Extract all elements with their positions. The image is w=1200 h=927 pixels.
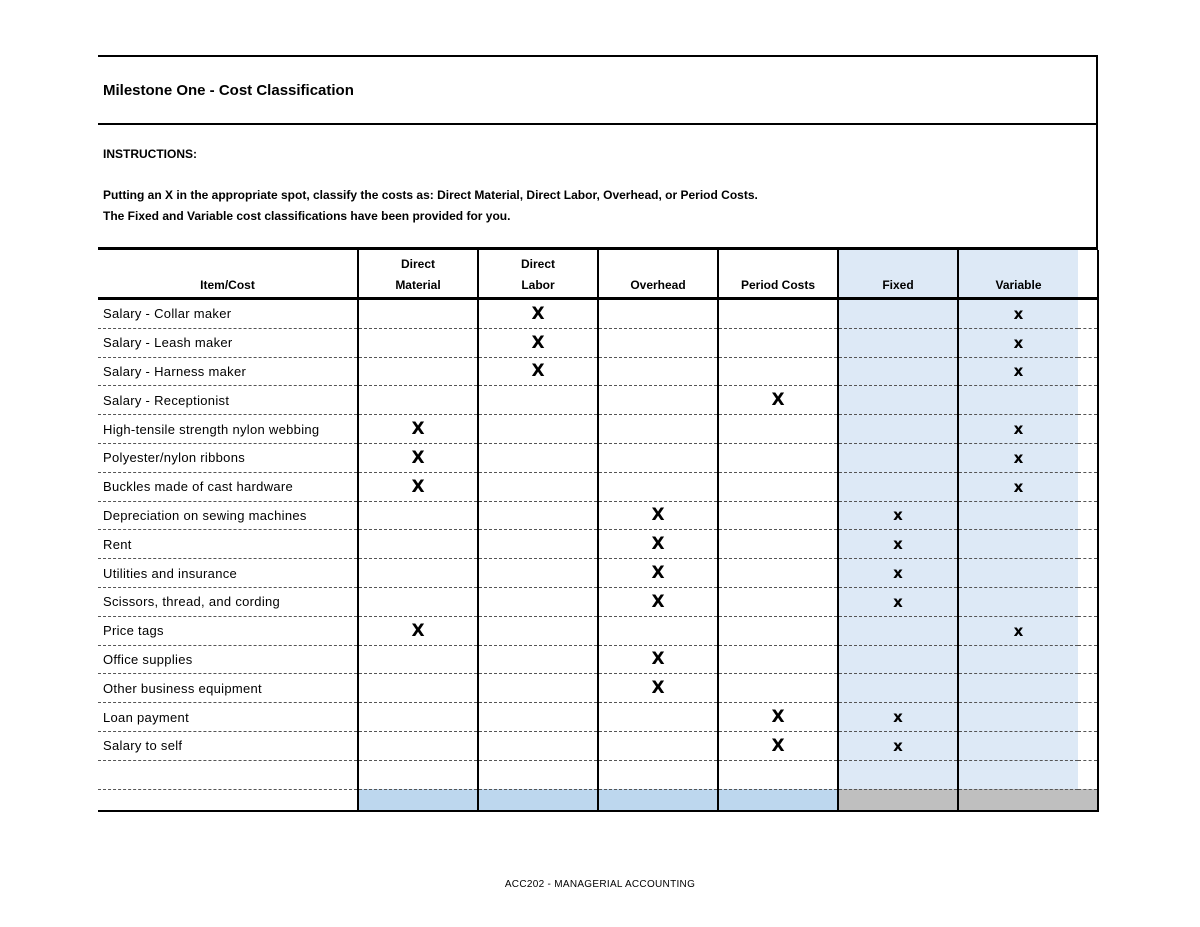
table-row bbox=[98, 328, 1098, 357]
classification-mark: x bbox=[1013, 304, 1024, 323]
cell-period-costs bbox=[718, 559, 838, 588]
header-variable: Variable bbox=[958, 250, 1078, 299]
header-overhead: Overhead bbox=[598, 250, 718, 299]
table-row bbox=[98, 299, 1098, 329]
cell-period-costs bbox=[718, 731, 838, 760]
cell-direct-material bbox=[358, 328, 478, 357]
cell-period-costs bbox=[718, 357, 838, 386]
cell-overhead bbox=[598, 559, 718, 588]
classification-mark: X bbox=[651, 534, 665, 555]
cell-fixed bbox=[838, 587, 958, 616]
row-edge bbox=[1078, 357, 1098, 386]
classification-mark: x bbox=[893, 506, 903, 525]
cell-overhead bbox=[598, 501, 718, 530]
table-row bbox=[98, 530, 1098, 559]
cell-overhead bbox=[598, 386, 718, 415]
row-edge bbox=[1078, 328, 1098, 357]
page-footer: ACC202 - MANAGERIAL ACCOUNTING bbox=[504, 879, 696, 890]
cell-fixed bbox=[838, 386, 958, 415]
cell-period-costs bbox=[718, 616, 838, 645]
cell-direct-material bbox=[358, 645, 478, 674]
cell-direct-labor bbox=[478, 703, 598, 732]
instructions-line-1: Putting an X in the appropriate spot, classify the costs as: Direct Material, Direct Labor, Overhead, or Period Costs. bbox=[103, 188, 758, 202]
table-row bbox=[98, 472, 1098, 501]
cell-period-costs bbox=[718, 472, 838, 501]
classification-mark: x bbox=[1013, 333, 1024, 352]
cell-overhead bbox=[598, 443, 718, 472]
classification-mark: x bbox=[893, 564, 903, 583]
cell-direct-labor bbox=[478, 328, 598, 357]
classification-mark: X bbox=[411, 476, 425, 497]
row-edge bbox=[1078, 415, 1098, 444]
cell-overhead bbox=[598, 731, 718, 760]
cell-direct-material bbox=[358, 616, 478, 645]
cell-direct-material bbox=[358, 559, 478, 588]
header-fixed: Fixed bbox=[838, 250, 958, 299]
item-cost-label: Depreciation on sewing machines bbox=[98, 501, 358, 530]
item-cost-label: Scissors, thread, and cording bbox=[98, 587, 358, 616]
cell-direct-material bbox=[358, 731, 478, 760]
cell-overhead bbox=[598, 587, 718, 616]
cost-classification-table bbox=[98, 250, 1099, 812]
header-edge bbox=[1078, 250, 1098, 299]
totals-cell bbox=[718, 789, 838, 811]
cell-overhead bbox=[598, 299, 718, 329]
row-edge bbox=[1078, 530, 1098, 559]
row-edge bbox=[1078, 559, 1098, 588]
cell-fixed bbox=[838, 616, 958, 645]
cell-direct-material bbox=[358, 386, 478, 415]
item-cost-label: Office supplies bbox=[98, 645, 358, 674]
blank-cell bbox=[958, 760, 1078, 789]
cell-period-costs bbox=[718, 415, 838, 444]
cell-fixed bbox=[838, 443, 958, 472]
table-row bbox=[98, 501, 1098, 530]
totals-cell bbox=[358, 789, 478, 811]
cell-variable bbox=[958, 386, 1078, 415]
row-edge bbox=[1078, 645, 1098, 674]
cell-direct-material bbox=[358, 357, 478, 386]
item-cost-label: Utilities and insurance bbox=[98, 559, 358, 588]
cell-variable bbox=[958, 559, 1078, 588]
totals-cell bbox=[958, 789, 1078, 811]
blank-cell bbox=[598, 760, 718, 789]
cell-variable bbox=[958, 645, 1078, 674]
row-edge bbox=[1078, 703, 1098, 732]
classification-mark: X bbox=[651, 678, 665, 699]
item-cost-label: Price tags bbox=[98, 616, 358, 645]
blank-row bbox=[98, 760, 1098, 789]
classification-mark: X bbox=[411, 620, 425, 641]
row-edge bbox=[1078, 386, 1098, 415]
cell-variable bbox=[958, 674, 1078, 703]
classification-mark: X bbox=[531, 361, 545, 382]
cell-direct-labor bbox=[478, 731, 598, 760]
cell-overhead bbox=[598, 674, 718, 703]
classification-mark: x bbox=[893, 592, 903, 611]
item-cost-label: Polyester/nylon ribbons bbox=[98, 443, 358, 472]
row-edge bbox=[1078, 674, 1098, 703]
cell-direct-material bbox=[358, 530, 478, 559]
row-edge bbox=[1078, 443, 1098, 472]
instructions-line-2: The Fixed and Variable cost classifications have been provided for you. bbox=[103, 209, 511, 223]
cell-direct-labor bbox=[478, 530, 598, 559]
cell-direct-labor bbox=[478, 559, 598, 588]
cell-direct-labor bbox=[478, 616, 598, 645]
cell-direct-labor bbox=[478, 587, 598, 616]
cell-overhead bbox=[598, 357, 718, 386]
classification-mark: X bbox=[411, 419, 425, 440]
instructions-heading: INSTRUCTIONS: bbox=[103, 147, 197, 161]
cell-variable bbox=[958, 415, 1078, 444]
row-edge bbox=[1078, 299, 1098, 329]
cell-period-costs bbox=[718, 443, 838, 472]
classification-mark: x bbox=[893, 708, 903, 727]
cell-overhead bbox=[598, 472, 718, 501]
cell-variable bbox=[958, 472, 1078, 501]
table-row bbox=[98, 731, 1098, 760]
table-row bbox=[98, 559, 1098, 588]
cell-direct-material bbox=[358, 674, 478, 703]
cell-direct-labor bbox=[478, 357, 598, 386]
cell-direct-material bbox=[358, 472, 478, 501]
cell-fixed bbox=[838, 299, 958, 329]
item-cost-label: Rent bbox=[98, 530, 358, 559]
blank-cell bbox=[478, 760, 598, 789]
classification-mark: x bbox=[1013, 477, 1024, 496]
totals-cell bbox=[838, 789, 958, 811]
item-cost-label: Salary - Collar maker bbox=[98, 299, 358, 329]
blank-cell bbox=[838, 760, 958, 789]
cell-period-costs bbox=[718, 674, 838, 703]
cell-fixed bbox=[838, 415, 958, 444]
table-row bbox=[98, 645, 1098, 674]
cell-variable bbox=[958, 299, 1078, 329]
classification-mark: X bbox=[771, 390, 785, 411]
classification-mark: X bbox=[651, 591, 665, 612]
header-period-costs: Period Costs bbox=[718, 250, 838, 299]
cell-direct-labor bbox=[478, 299, 598, 329]
table-row bbox=[98, 587, 1098, 616]
header-direct-labor: Direct Labor bbox=[478, 250, 598, 299]
cell-variable bbox=[958, 703, 1078, 732]
instructions-box bbox=[98, 123, 1098, 250]
item-cost-label: High-tensile strength nylon webbing bbox=[98, 415, 358, 444]
blank-cell bbox=[98, 760, 358, 789]
cell-period-costs bbox=[718, 587, 838, 616]
cell-direct-material bbox=[358, 703, 478, 732]
cell-period-costs bbox=[718, 501, 838, 530]
classification-mark: X bbox=[531, 303, 545, 324]
cell-fixed bbox=[838, 645, 958, 674]
header-direct-material: Direct Material bbox=[358, 250, 478, 299]
cell-direct-material bbox=[358, 415, 478, 444]
item-cost-label: Other business equipment bbox=[98, 674, 358, 703]
item-cost-label: Salary - Harness maker bbox=[98, 357, 358, 386]
table-row bbox=[98, 703, 1098, 732]
item-cost-label: Buckles made of cast hardware bbox=[98, 472, 358, 501]
totals-cell bbox=[98, 789, 358, 811]
cell-direct-labor bbox=[478, 645, 598, 674]
blank-cell bbox=[358, 760, 478, 789]
cell-fixed bbox=[838, 472, 958, 501]
table-row bbox=[98, 616, 1098, 645]
cell-fixed bbox=[838, 501, 958, 530]
cell-period-costs bbox=[718, 645, 838, 674]
blank-cell bbox=[718, 760, 838, 789]
classification-mark: X bbox=[771, 707, 785, 728]
row-edge bbox=[1078, 616, 1098, 645]
table-row bbox=[98, 443, 1098, 472]
table-row bbox=[98, 415, 1098, 444]
table-header-row bbox=[98, 250, 1098, 299]
cell-period-costs bbox=[718, 703, 838, 732]
cell-direct-labor bbox=[478, 472, 598, 501]
blank-cell bbox=[1078, 760, 1098, 789]
classification-mark: X bbox=[531, 332, 545, 353]
item-cost-label: Salary to self bbox=[98, 731, 358, 760]
totals-cell bbox=[598, 789, 718, 811]
table-row bbox=[98, 674, 1098, 703]
cell-overhead bbox=[598, 530, 718, 559]
cell-direct-labor bbox=[478, 443, 598, 472]
classification-mark: X bbox=[411, 447, 425, 468]
classification-mark: x bbox=[1013, 420, 1024, 439]
cell-period-costs bbox=[718, 530, 838, 559]
classification-mark: X bbox=[651, 649, 665, 670]
cell-direct-labor bbox=[478, 386, 598, 415]
cell-overhead bbox=[598, 645, 718, 674]
row-edge bbox=[1078, 731, 1098, 760]
cell-variable bbox=[958, 357, 1078, 386]
cell-variable bbox=[958, 530, 1078, 559]
cell-overhead bbox=[598, 616, 718, 645]
page-title: Milestone One - Cost Classification bbox=[103, 82, 354, 99]
cell-fixed bbox=[838, 674, 958, 703]
item-cost-label: Salary - Leash maker bbox=[98, 328, 358, 357]
cell-period-costs bbox=[718, 386, 838, 415]
cell-overhead bbox=[598, 328, 718, 357]
worksheet bbox=[98, 55, 1098, 819]
cell-direct-material bbox=[358, 299, 478, 329]
header-item-cost: Item/Cost bbox=[98, 250, 358, 299]
cell-variable bbox=[958, 587, 1078, 616]
cell-direct-labor bbox=[478, 674, 598, 703]
title-box bbox=[98, 55, 1098, 125]
row-edge bbox=[1078, 587, 1098, 616]
classification-mark: X bbox=[771, 735, 785, 756]
table-row bbox=[98, 386, 1098, 415]
item-cost-label: Salary - Receptionist bbox=[98, 386, 358, 415]
classification-mark: X bbox=[651, 505, 665, 526]
cell-variable bbox=[958, 328, 1078, 357]
table-row bbox=[98, 357, 1098, 386]
totals-cell bbox=[478, 789, 598, 811]
row-edge bbox=[1078, 501, 1098, 530]
cell-fixed bbox=[838, 530, 958, 559]
cell-fixed bbox=[838, 559, 958, 588]
cell-direct-labor bbox=[478, 501, 598, 530]
classification-mark: x bbox=[1013, 448, 1024, 467]
cell-direct-material bbox=[358, 501, 478, 530]
cell-direct-material bbox=[358, 443, 478, 472]
cell-variable bbox=[958, 731, 1078, 760]
classification-mark: X bbox=[651, 563, 665, 584]
cell-period-costs bbox=[718, 328, 838, 357]
cell-variable bbox=[958, 443, 1078, 472]
cell-fixed bbox=[838, 328, 958, 357]
cell-variable bbox=[958, 616, 1078, 645]
classification-mark: x bbox=[1013, 362, 1024, 381]
cell-overhead bbox=[598, 415, 718, 444]
item-cost-label: Loan payment bbox=[98, 703, 358, 732]
row-edge bbox=[1078, 472, 1098, 501]
cell-direct-labor bbox=[478, 415, 598, 444]
classification-mark: x bbox=[893, 736, 903, 755]
cell-period-costs bbox=[718, 299, 838, 329]
cell-fixed bbox=[838, 731, 958, 760]
classification-mark: x bbox=[893, 535, 903, 554]
classification-mark: x bbox=[1013, 621, 1024, 640]
cell-direct-material bbox=[358, 587, 478, 616]
cell-overhead bbox=[598, 703, 718, 732]
cell-variable bbox=[958, 501, 1078, 530]
totals-row bbox=[98, 789, 1098, 811]
cell-fixed bbox=[838, 703, 958, 732]
totals-cell bbox=[1078, 789, 1098, 811]
cell-fixed bbox=[838, 357, 958, 386]
